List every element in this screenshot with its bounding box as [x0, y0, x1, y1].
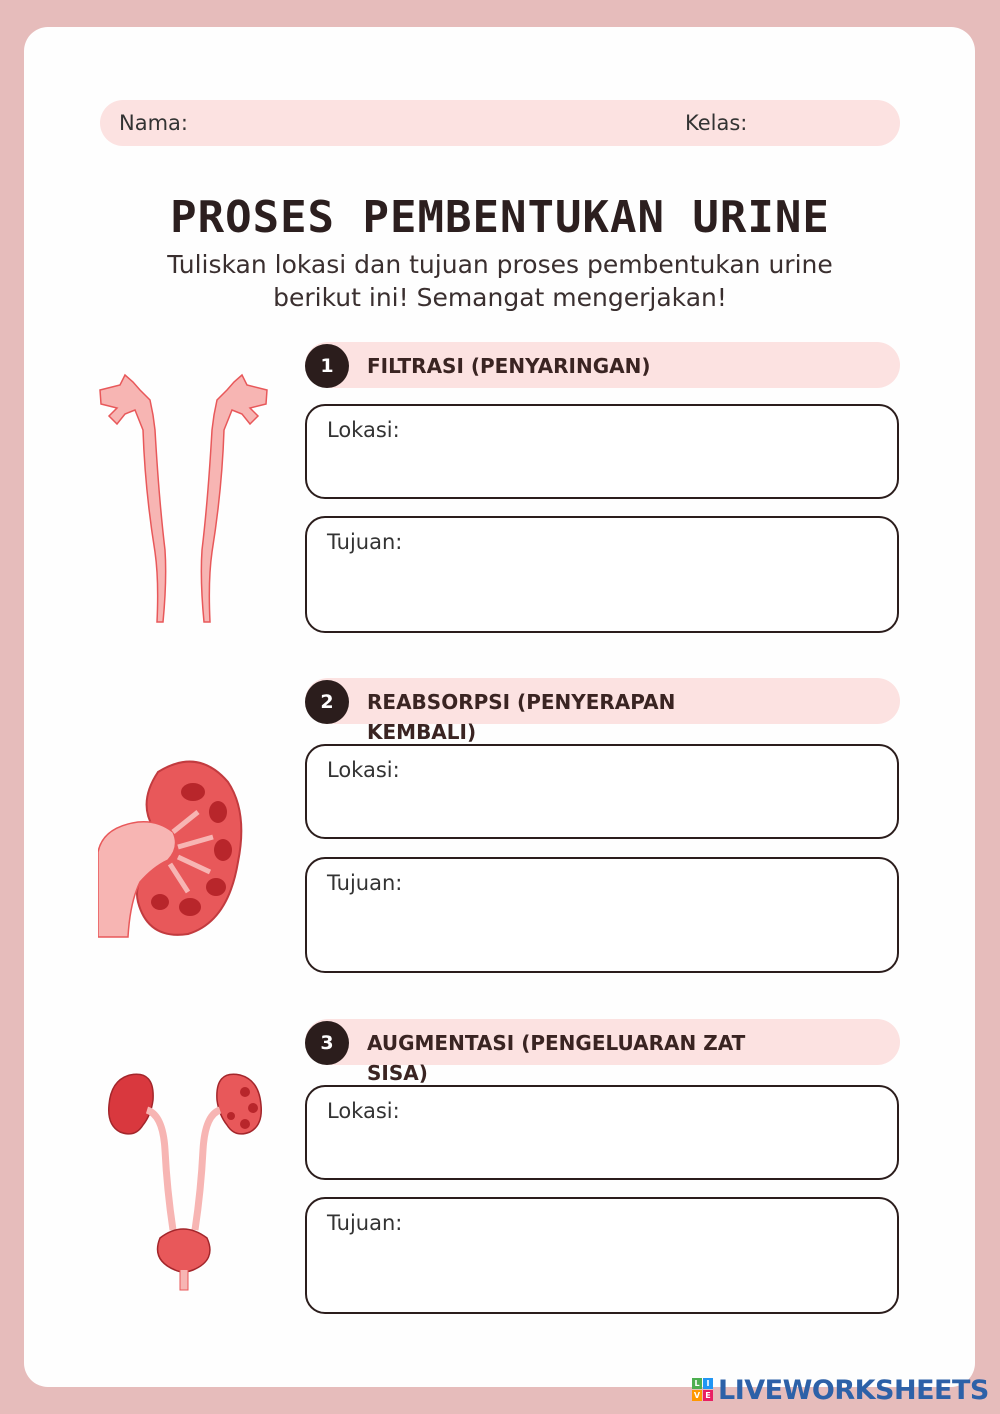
section-3-title: AUGMENTASI (PENGELUARAN ZAT SISA) [367, 1031, 746, 1085]
logo-letter-l: L [692, 1378, 702, 1389]
logo-letter-i: I [703, 1378, 713, 1389]
section-2-tujuan-box[interactable] [305, 857, 899, 973]
section-3-lokasi-label: Lokasi: [327, 1099, 400, 1123]
section-2-header [305, 678, 900, 744]
section-3-lokasi-box[interactable] [305, 1085, 899, 1180]
section-1-header [305, 342, 900, 388]
kidney-cross-section-illustration [98, 752, 248, 942]
instructions-line-1: Tuliskan lokasi dan tujuan proses pembentukan urine [167, 250, 833, 279]
ureter-illustration [95, 370, 275, 630]
section-1-number: 1 [305, 344, 349, 388]
section-2-tujuan-label: Tujuan: [327, 871, 403, 895]
kelas-label: Kelas: [685, 111, 748, 135]
urinary-system-illustration [105, 1070, 265, 1295]
logo-brand-text: LIVEWORKSHEETS [718, 1374, 989, 1406]
logo-letter-v: V [693, 1391, 701, 1400]
logo-mark [692, 1378, 714, 1402]
section-2-number: 2 [305, 680, 349, 724]
section-3-number: 3 [305, 1021, 349, 1065]
logo-letter-e: E [703, 1390, 713, 1401]
instructions-line-2: berikut ini! Semangat mengerjakan! [273, 283, 727, 312]
page-title: PROSES PEMBENTUKAN URINE [170, 192, 830, 243]
section-2-lokasi-box[interactable] [305, 744, 899, 839]
section-1-lokasi-label: Lokasi: [327, 418, 400, 442]
section-1-title: FILTRASI (PENYARINGAN) [367, 354, 651, 378]
section-1-tujuan-label: Tujuan: [327, 530, 403, 554]
section-3-header [305, 1019, 900, 1085]
section-1-tujuan-box[interactable] [305, 516, 899, 633]
section-2-title: REABSORPSI (PENYERAPAN KEMBALI) [367, 690, 676, 744]
instructions [80, 248, 920, 314]
nama-label: Nama: [119, 111, 188, 135]
section-3-tujuan-label: Tujuan: [327, 1211, 403, 1235]
section-3-tujuan-box[interactable] [305, 1197, 899, 1314]
name-class-bar [100, 100, 900, 146]
section-1-lokasi-box[interactable] [305, 404, 899, 499]
section-2-lokasi-label: Lokasi: [327, 758, 400, 782]
liveworksheets-logo [692, 1372, 989, 1408]
